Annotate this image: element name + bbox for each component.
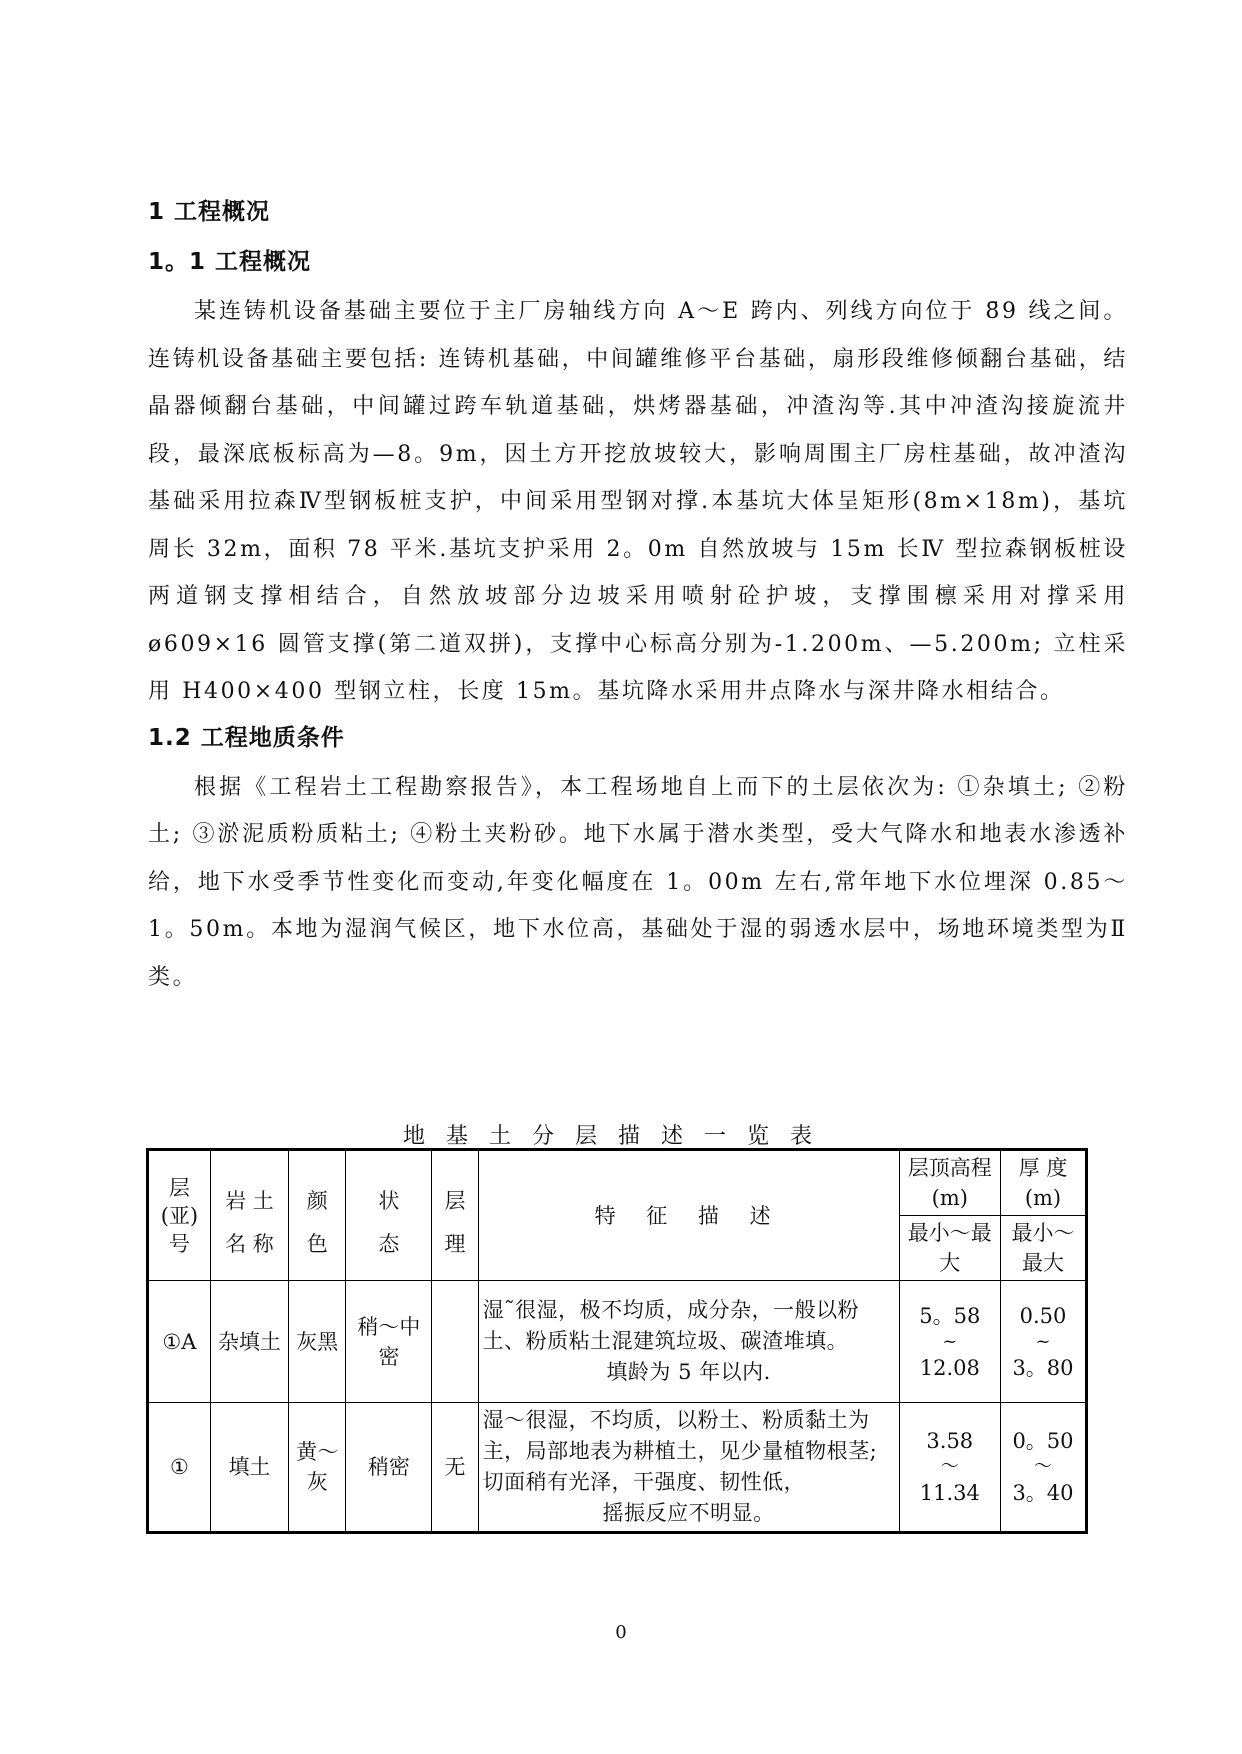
header-top-elevation: 层顶高程(m) — [899, 1150, 1000, 1216]
cell-layer: ①A — [148, 1281, 211, 1403]
header-thickness: 厚 度(m) — [1000, 1150, 1086, 1216]
table-row — [148, 1403, 1087, 1533]
soil-layer-table — [146, 1148, 1088, 1534]
header-state: 状 态 — [346, 1150, 432, 1281]
header-color: 颜 色 — [289, 1150, 346, 1281]
table-row — [148, 1281, 1087, 1403]
cell-state: 稍～中密 — [346, 1281, 432, 1403]
cell-thickness: 0.50 ~ 3。80 — [1000, 1281, 1086, 1403]
section-heading-1-1: 1。1 工程概况 — [148, 249, 312, 275]
cell-elevation: 3.58 ～ 11.34 — [899, 1403, 1000, 1533]
cell-soil-name: 填土 — [210, 1403, 288, 1533]
cell-description: 湿˜很湿，极不均质，成分杂，一般以粉土、粉质粘土混建筑垃圾、碳渣堆填。 填龄为 5 年以内. — [478, 1281, 899, 1403]
project-overview-paragraph: 某连铸机设备基础主要位于主厂房轴线方向 A～E 跨内、列线方向位于 8̄9 线之间。连铸机设备基础主要包括: 连铸机基础，中间罐维修平台基础，扇形段维修倾翻台基础，结晶器倾翻台基础，中间罐过跨车轨道基础，烘烤器基础，冲渣沟等.其中冲渣沟接旋流井段，最深底板标高为—8。9m，因土方开挖放坡较大，影响周围主厂房柱基础，故冲渣沟基础采用拉森Ⅳ型钢板桩支护，中间采用型钢对撑.本基坑大体呈矩形(8m×18m)，基坑周长 32m，面积 78 平米.基坑支护采用 2。0m 自然放坡与 15m 长Ⅳ 型拉森钢板桩设两道钢支撑相结合，自然放坡部分边坡采用喷射砼护坡，支撑围檩采用对撑采用 ø609×16 圆管支撑(第二道双拼)，支撑中心标高分别为-1.200m、—5.200m; 立柱采用 H400×400 型钢立柱，长度 15m。基坑降水采用井点降水与深井降水相结合。 — [148, 299, 1128, 704]
header-soil-name: 岩 土 名 称 — [210, 1150, 288, 1281]
section-heading-1-2: 1.2 工程地质条件 — [148, 724, 345, 751]
cell-color: 黄～灰 — [289, 1403, 346, 1533]
cell-elevation: 5。58 ~ 12.08 — [899, 1281, 1000, 1403]
cell-bedding: 无 — [432, 1403, 478, 1533]
header-bedding: 层 理 — [432, 1150, 478, 1281]
section-heading-1: 1 工程概况 — [148, 199, 271, 225]
page-number: 0 — [615, 1622, 627, 1643]
cell-layer: ① — [148, 1403, 211, 1533]
header-elevation-range: 最小～最大 — [899, 1216, 1000, 1281]
cell-thickness: 0。50 ～ 3。40 — [1000, 1403, 1086, 1533]
cell-bedding — [432, 1281, 478, 1403]
cell-color: 灰黑 — [289, 1281, 346, 1403]
table-title: 地基土分层描述一览表 — [402, 1124, 833, 1149]
geology-paragraph: 根据《工程岩土工程勘察报告》，本工程场地自上而下的土层依次为: ①杂填土; ②粉土; ③淤泥质粉质粘土; ④粉土夹粉砂。地下水属于潜水类型，受大气降水和地表水渗透补给，地下水受季节性变化而变动,年变化幅度在 1。00m 左右,常年地下水位埋深 0.85～1。50m。本地为湿润气候区，地下水位高，基础处于湿的弱透水层中，场地环境类型为Ⅱ类。 — [148, 774, 1128, 990]
document-body — [148, 190, 1128, 1001]
cell-soil-name: 杂填土 — [210, 1281, 288, 1403]
header-description: 特 征 描 述 — [478, 1150, 899, 1281]
header-layer: 层 (亚) 号 — [148, 1150, 211, 1281]
cell-state: 稍密 — [346, 1403, 432, 1533]
cell-description: 湿～很湿，不均质，以粉土、粉质黏土为主，局部地表为耕植土，见少量植物根茎; 切面稍有光泽，干强度、韧性低， 摇振反应不明显。 — [478, 1403, 899, 1533]
header-thickness-range: 最小～最大 — [1000, 1216, 1086, 1281]
